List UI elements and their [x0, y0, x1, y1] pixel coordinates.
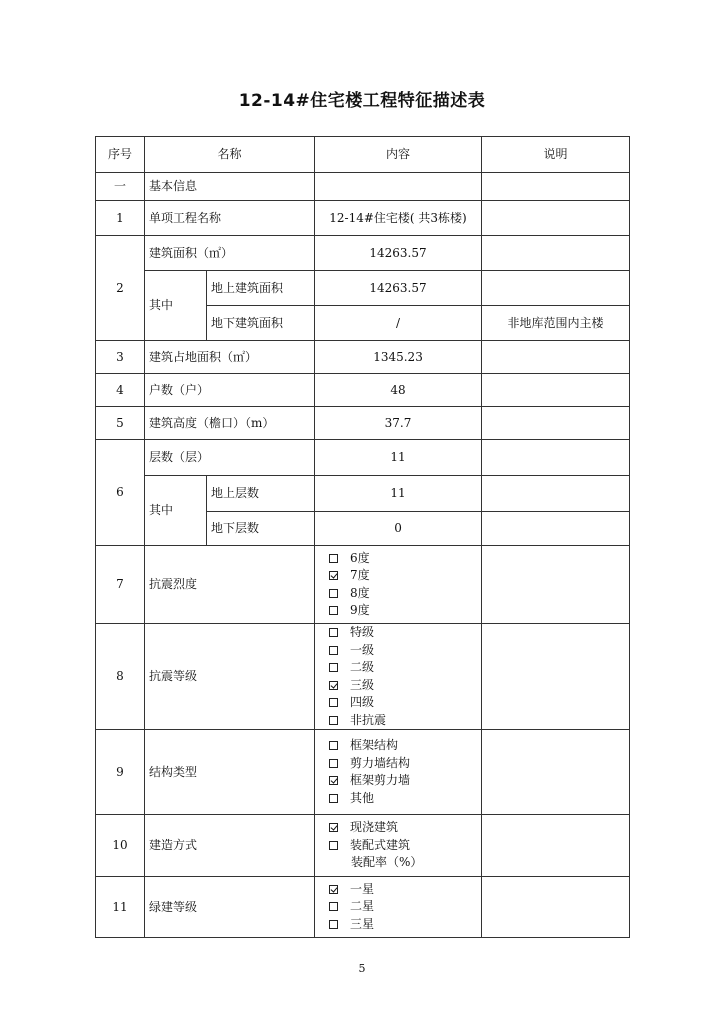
option-label: 框架剪力墙 — [350, 773, 411, 787]
row-name: 绿建等级 — [145, 877, 315, 938]
page-number: 5 — [358, 962, 366, 975]
row-name: 抗震等级 — [145, 624, 315, 730]
row-name: 建造方式 — [145, 815, 315, 877]
row-name: 建筑占地面积（㎡） — [145, 341, 315, 374]
row-value: 11 — [315, 440, 482, 476]
row-value: 48 — [315, 374, 482, 407]
checkbox-icon — [329, 716, 338, 725]
option-item — [329, 677, 477, 695]
option-item — [329, 737, 477, 755]
checkbox-icon — [329, 589, 338, 598]
row-note: 非地库范围内主楼 — [482, 306, 630, 341]
row-value: 12-14#住宅楼( 共3栋楼) — [315, 201, 482, 236]
checkbox-icon — [329, 698, 338, 707]
table-row — [96, 374, 630, 407]
sub-name: 地上层数 — [207, 476, 315, 512]
row-name: 结构类型 — [145, 730, 315, 815]
row-seq: 一 — [96, 173, 145, 201]
table-row — [96, 476, 630, 512]
checkbox-icon — [329, 628, 338, 637]
checkbox-icon — [329, 920, 338, 929]
sub-value: 11 — [315, 476, 482, 512]
table-row — [96, 730, 630, 815]
option-item — [329, 790, 477, 808]
table-row — [96, 341, 630, 374]
feature-table — [95, 136, 630, 938]
option-label: 二星 — [350, 899, 375, 914]
option-item — [329, 642, 477, 660]
option-label: 8度 — [350, 585, 370, 600]
option-item — [329, 624, 477, 642]
option-item — [329, 602, 477, 620]
row-name: 建筑高度（檐口）（m） — [145, 407, 315, 440]
option-label: 剪力墙结构 — [350, 755, 411, 770]
row-seq: 2 — [96, 236, 145, 341]
options-cell — [315, 877, 482, 938]
row-seq: 11 — [96, 877, 145, 938]
option-label: 6度 — [350, 550, 370, 565]
option-label: 其他 — [350, 790, 375, 805]
option-item — [329, 694, 477, 712]
option-label: 特级 — [350, 625, 375, 639]
row-seq: 9 — [96, 730, 145, 815]
row-seq: 5 — [96, 407, 145, 440]
option-item — [329, 837, 477, 855]
sub-value: 0 — [315, 512, 482, 546]
header-seq: 序号 — [96, 137, 145, 173]
row-seq: 4 — [96, 374, 145, 407]
options-cell — [315, 730, 482, 815]
option-item — [329, 881, 477, 899]
option-label: 三星 — [350, 916, 375, 931]
row-value: 14263.57 — [315, 236, 482, 271]
option-label: 现浇建筑 — [350, 820, 399, 835]
option-label: 9度 — [350, 603, 370, 617]
page-title: 12-14#住宅楼工程特征描述表 — [238, 91, 486, 111]
checked-box-icon — [329, 885, 338, 894]
row-name: 建筑面积（㎡） — [145, 236, 315, 271]
table-row — [96, 201, 630, 236]
option-label: 7度 — [350, 568, 370, 582]
row-value: 37.7 — [315, 407, 482, 440]
row-seq: 10 — [96, 815, 145, 877]
checkbox-icon — [329, 841, 338, 850]
table-row — [96, 407, 630, 440]
option-item — [329, 712, 477, 730]
checked-box-icon — [329, 776, 338, 785]
table-row — [96, 173, 630, 201]
option-item — [329, 567, 477, 585]
sub-label: 其中 — [145, 271, 207, 341]
row-seq: 3 — [96, 341, 145, 374]
option-item — [329, 819, 477, 837]
header-name: 名称 — [145, 137, 315, 173]
checkbox-icon — [329, 741, 338, 750]
option-label: 二级 — [350, 660, 375, 674]
row-seq: 6 — [96, 440, 145, 546]
option-item — [329, 772, 477, 790]
table-row — [96, 236, 630, 271]
row-seq: 8 — [96, 624, 145, 730]
header-note: 说明 — [482, 137, 630, 173]
option-label: 框架结构 — [350, 738, 399, 752]
checked-box-icon — [329, 823, 338, 832]
sub-name: 地下建筑面积 — [207, 306, 315, 341]
row-name: 基本信息 — [145, 173, 315, 201]
option-label: 四级 — [350, 695, 375, 709]
option-item — [329, 898, 477, 916]
checked-box-icon — [329, 681, 338, 690]
option-label: 装配式建筑 — [350, 837, 411, 852]
table-row — [96, 546, 630, 624]
checked-box-icon — [329, 571, 338, 580]
table-row — [96, 624, 630, 730]
option-label: 一星 — [350, 881, 375, 896]
sub-name: 地下层数 — [207, 512, 315, 546]
header-content: 内容 — [315, 137, 482, 173]
sub-value: / — [315, 306, 482, 341]
table-row — [96, 877, 630, 938]
row-name: 单项工程名称 — [145, 201, 315, 236]
checkbox-icon — [329, 902, 338, 911]
option-item — [329, 916, 477, 934]
row-seq: 7 — [96, 546, 145, 624]
table-row — [96, 815, 630, 877]
checkbox-icon — [329, 794, 338, 803]
row-seq: 1 — [96, 201, 145, 236]
option-label: 非抗震 — [350, 712, 387, 727]
checkbox-icon — [329, 663, 338, 672]
table-row — [96, 440, 630, 476]
option-item — [329, 755, 477, 773]
checkbox-icon — [329, 554, 338, 563]
option-label: 一级 — [350, 642, 375, 657]
checkbox-icon — [329, 646, 338, 655]
row-value: 1345.23 — [315, 341, 482, 374]
sub-name: 地上建筑面积 — [207, 271, 315, 306]
option-item — [329, 659, 477, 677]
option-extra: 装配率（%） — [351, 855, 423, 870]
option-item — [329, 585, 477, 603]
options-cell — [315, 815, 482, 877]
option-label: 三级 — [350, 677, 375, 692]
options-cell — [315, 546, 482, 624]
checkbox-icon — [329, 606, 338, 615]
options-cell — [315, 624, 482, 730]
row-name: 户数（户） — [145, 374, 315, 407]
sub-value: 14263.57 — [315, 271, 482, 306]
table-row — [96, 271, 630, 306]
option-item — [329, 550, 477, 568]
sub-label: 其中 — [145, 476, 207, 546]
row-name: 抗震烈度 — [145, 546, 315, 624]
table-header-row — [96, 137, 630, 173]
row-name: 层数（层） — [145, 440, 315, 476]
checkbox-icon — [329, 759, 338, 768]
